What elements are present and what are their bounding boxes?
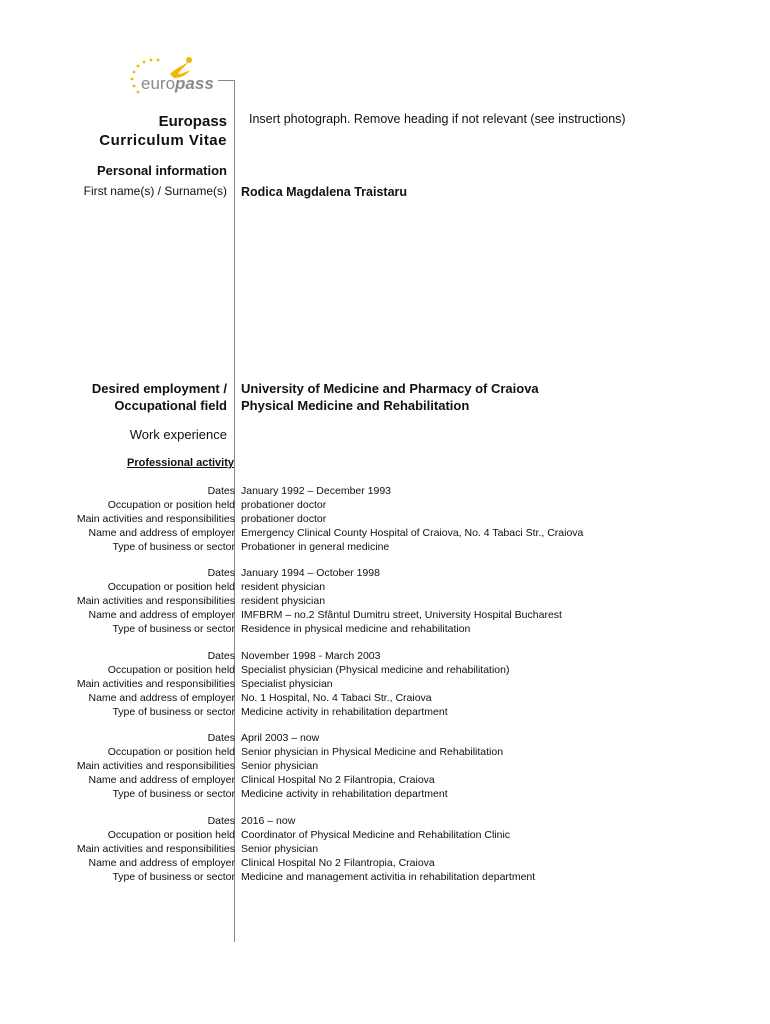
occupation-value: probationer doctor [241, 499, 327, 511]
sector-value: Residence in physical medicine and rehabilitation [241, 623, 471, 635]
dates-value: April 2003 – now [241, 732, 320, 744]
employer-value: Emergency Clinical County Hospital of Craiova, No. 4 Tabaci Str., Craiova [241, 527, 584, 539]
desired-label-line1: Desired employment / [91, 381, 227, 396]
sector-label: Type of business or sector [112, 623, 235, 635]
employer-value: No. 1 Hospital, No. 4 Tabaci Str., Craiova [241, 692, 432, 704]
dates-label: Dates [207, 485, 235, 497]
occupation-value: resident physician [241, 581, 326, 593]
name-label: First name(s) / Surname(s) [83, 184, 227, 198]
employer-label: Name and address of employer [88, 857, 235, 869]
activities-value: probationer doctor [241, 513, 327, 525]
occupation-label: Occupation or position held [107, 829, 235, 841]
sector-value: Medicine activity in rehabilitation department [241, 706, 448, 718]
activities-value: Specialist physician [241, 678, 333, 690]
dates-label: Dates [207, 567, 235, 579]
occupation-value: Senior physician in Physical Medicine and Rehabilitation [241, 746, 504, 758]
header-rule [218, 80, 234, 81]
activities-label: Main activities and responsibilities [76, 513, 235, 525]
photo-note: Insert photograph. Remove heading if not relevant (see instructions) [249, 112, 626, 126]
occupation-label: Occupation or position held [107, 664, 235, 676]
dates-value: January 1992 – December 1993 [241, 485, 392, 497]
name-value: Rodica Magdalena Traistaru [241, 185, 408, 199]
activities-label: Main activities and responsibilities [76, 678, 235, 690]
desired-value-line1: University of Medicine and Pharmacy of Craiova [241, 381, 539, 396]
entry-2-values [241, 566, 562, 636]
europass-logo-text: europass [141, 74, 214, 93]
sector-label: Type of business or sector [112, 788, 235, 800]
desired-label-line2: Occupational field [114, 398, 227, 413]
activities-value: resident physician [241, 595, 326, 607]
entry-3-labels [77, 649, 235, 719]
sector-label: Type of business or sector [112, 541, 235, 553]
occupation-label: Occupation or position held [107, 499, 235, 511]
occupation-label: Occupation or position held [107, 581, 235, 593]
sector-value: Probationer in general medicine [241, 541, 390, 553]
entry-5-labels [77, 814, 235, 884]
work-experience-heading: Work experience [129, 427, 227, 442]
sector-label: Type of business or sector [112, 706, 235, 718]
employer-value: Clinical Hospital No 2 Filantropia, Craiova [241, 774, 435, 786]
sector-value: Medicine and management activitia in rehabilitation department [241, 871, 536, 883]
entry-2-labels [77, 566, 235, 636]
employer-value: IMFBRM – no.2 Sfântul Dumitru street, University Hospital Bucharest [241, 609, 562, 621]
cv-title-line1: Europass [158, 113, 227, 130]
professional-activity-heading: Professional activity [127, 457, 234, 469]
entry-1-values [241, 484, 583, 554]
occupation-value: Specialist physician (Physical medicine and rehabilitation) [241, 664, 510, 676]
employer-label: Name and address of employer [88, 774, 235, 786]
employer-label: Name and address of employer [88, 609, 235, 621]
employer-value: Clinical Hospital No 2 Filantropia, Craiova [241, 857, 435, 869]
personal-info-heading: Personal information [96, 163, 227, 178]
entry-1-labels [77, 484, 235, 554]
entry-4-labels [77, 731, 235, 801]
entry-4-values [241, 731, 503, 801]
occupation-label: Occupation or position held [107, 746, 235, 758]
dates-value: January 1994 – October 1998 [241, 567, 380, 579]
cv-title-line2: Curriculum Vitae [99, 132, 227, 149]
entry-3-values [241, 649, 509, 719]
employer-label: Name and address of employer [88, 692, 235, 704]
sector-label: Type of business or sector [112, 871, 235, 883]
activities-value: Senior physician [241, 760, 319, 772]
dates-label: Dates [207, 815, 235, 827]
activities-value: Senior physician [241, 843, 319, 855]
desired-value-line2: Physical Medicine and Rehabilitation [241, 398, 470, 413]
occupation-value: Coordinator of Physical Medicine and Rehabilitation Clinic [241, 829, 511, 841]
activities-label: Main activities and responsibilities [76, 843, 235, 855]
activities-label: Main activities and responsibilities [76, 595, 235, 607]
dates-value: November 1998 - March 2003 [241, 650, 381, 662]
entry-5-values [241, 814, 535, 884]
employer-label: Name and address of employer [88, 527, 235, 539]
sector-value: Medicine activity in rehabilitation department [241, 788, 448, 800]
activities-label: Main activities and responsibilities [76, 760, 235, 772]
dates-label: Dates [207, 732, 235, 744]
dates-label: Dates [207, 650, 235, 662]
dates-value: 2016 – now [241, 815, 296, 827]
